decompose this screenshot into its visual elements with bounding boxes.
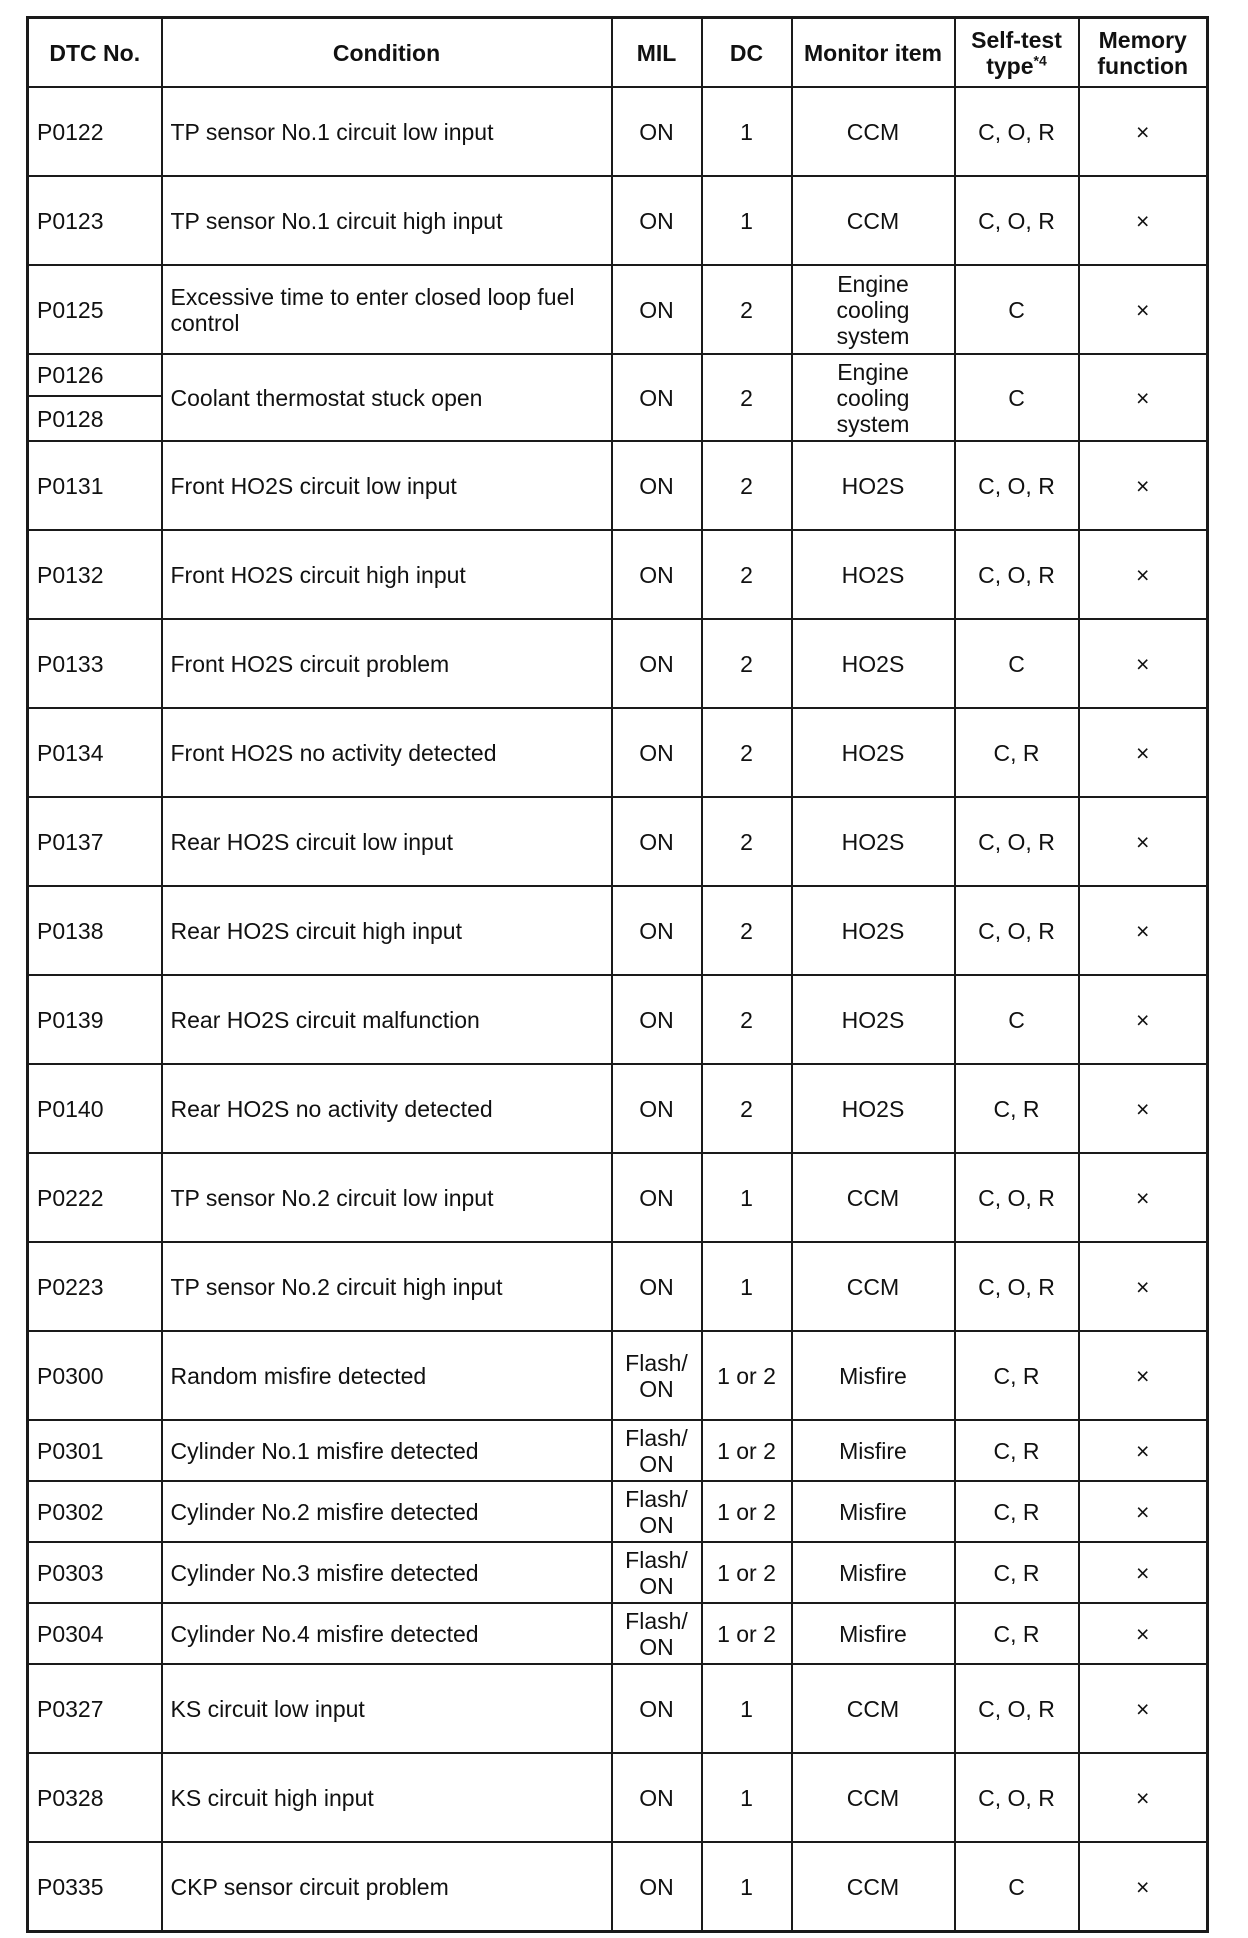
condition-cell: Excessive time to enter closed loop fuel control (162, 265, 612, 354)
mil-cell (612, 1420, 702, 1481)
monitor-item-cell (792, 354, 955, 441)
mil-cell (612, 1242, 702, 1331)
condition-cell: KS circuit low input (162, 1664, 612, 1753)
dc-cell: 1 (702, 1242, 792, 1331)
mil-line: ON (639, 561, 674, 588)
condition-cell: TP sensor No.1 circuit high input (162, 176, 612, 265)
header-mil: MIL (612, 18, 702, 88)
self-test-type-cell: C, O, R (955, 886, 1079, 975)
mil-cell (612, 1481, 702, 1542)
memory-function-mark: × (1079, 797, 1208, 886)
monitor-item-line: CCM (846, 118, 900, 145)
monitor-item-line: cooling (836, 384, 910, 411)
monitor-item-cell (792, 1420, 955, 1481)
mil-line: ON (639, 1273, 674, 1300)
self-test-type-cell: C (955, 975, 1079, 1064)
mil-cell (612, 1153, 702, 1242)
dtc-code-cell: P0125 (28, 265, 162, 354)
monitor-item-line: system (836, 410, 910, 437)
dtc-code-cell: P0139 (28, 975, 162, 1064)
monitor-item-line: CCM (846, 1273, 900, 1300)
self-test-type-cell: C, R (955, 1331, 1079, 1420)
mil-cell (612, 1753, 702, 1842)
monitor-item-cell (792, 797, 955, 886)
monitor-item-line: HO2S (841, 650, 905, 677)
self-test-type-cell: C, O, R (955, 1753, 1079, 1842)
mil-line: ON (639, 384, 674, 411)
dc-cell: 1 (702, 1753, 792, 1842)
dtc-code-cell: P0223 (28, 1242, 162, 1331)
monitor-item-cell (792, 1664, 955, 1753)
mil-cell (612, 1542, 702, 1603)
dtc-code-cell: P0335 (28, 1842, 162, 1932)
monitor-item-line: HO2S (841, 1006, 905, 1033)
self-test-type-cell: C, O, R (955, 441, 1079, 530)
self-test-type-cell: C, O, R (955, 1242, 1079, 1331)
table-row (28, 797, 1208, 886)
memory-function-mark: × (1079, 87, 1208, 176)
mil-cell (612, 1603, 702, 1664)
table-row (28, 354, 1208, 396)
dtc-code-cell: P0132 (28, 530, 162, 619)
condition-cell: Rear HO2S circuit malfunction (162, 975, 612, 1064)
dc-cell: 2 (702, 975, 792, 1064)
self-test-type-cell: C, O, R (955, 1153, 1079, 1242)
header-row (28, 18, 1208, 88)
memory-function-mark: × (1079, 975, 1208, 1064)
table-row (28, 1331, 1208, 1420)
table-row (28, 1753, 1208, 1842)
monitor-item-line: Misfire (839, 1559, 907, 1586)
condition-cell: Front HO2S circuit high input (162, 530, 612, 619)
mil-cell (612, 1664, 702, 1753)
monitor-item-cell (792, 441, 955, 530)
table-row (28, 1603, 1208, 1664)
mil-line: ON (639, 1095, 674, 1122)
monitor-item-line: HO2S (841, 1095, 905, 1122)
monitor-item-cell (792, 1331, 955, 1420)
memory-function-mark: × (1079, 1331, 1208, 1420)
monitor-item-line: system (836, 322, 910, 349)
self-test-type-cell: C (955, 265, 1079, 354)
header-dc: DC (702, 18, 792, 88)
monitor-item-line: CCM (846, 1695, 900, 1722)
table-row (28, 708, 1208, 797)
condition-cell: Coolant thermostat stuck open (162, 354, 612, 441)
dtc-code-cell: P0222 (28, 1153, 162, 1242)
monitor-item-cell (792, 1153, 955, 1242)
footnote-marker: *4 (1033, 51, 1047, 68)
table-row (28, 1064, 1208, 1153)
dc-cell: 2 (702, 530, 792, 619)
monitor-item-line: HO2S (841, 917, 905, 944)
memory-function-mark: × (1079, 886, 1208, 975)
mil-cell (612, 265, 702, 354)
monitor-item-line: CCM (846, 1784, 900, 1811)
mil-line: Flash/ (625, 1424, 688, 1451)
table-row (28, 1842, 1208, 1932)
memory-function-mark: × (1079, 619, 1208, 708)
monitor-item-cell (792, 176, 955, 265)
mil-line: ON (639, 1572, 674, 1599)
mil-line: ON (639, 650, 674, 677)
memory-function-mark: × (1079, 530, 1208, 619)
monitor-item-cell (792, 1242, 955, 1331)
dtc-code-cell: P0123 (28, 176, 162, 265)
dtc-table-sheet (26, 16, 1206, 1933)
dtc-table (26, 16, 1209, 1933)
monitor-item-line: CCM (846, 1184, 900, 1211)
dtc-code-cell: P0303 (28, 1542, 162, 1603)
monitor-item-line: HO2S (841, 739, 905, 766)
mil-line: ON (639, 207, 674, 234)
dc-cell: 1 (702, 1664, 792, 1753)
monitor-item-line: Misfire (839, 1620, 907, 1647)
mil-line: ON (639, 739, 674, 766)
dtc-code-cell: P0328 (28, 1753, 162, 1842)
monitor-item-line: HO2S (841, 472, 905, 499)
dtc-code-cell: P0304 (28, 1603, 162, 1664)
mil-line: ON (639, 1450, 674, 1477)
condition-cell: CKP sensor circuit problem (162, 1842, 612, 1932)
mil-line: Flash/ (625, 1607, 688, 1634)
monitor-item-cell (792, 1481, 955, 1542)
dtc-code-cell: P0128 (28, 396, 162, 441)
memory-function-mark: × (1079, 1242, 1208, 1331)
condition-cell: Front HO2S circuit low input (162, 441, 612, 530)
monitor-item-line: CCM (846, 1873, 900, 1900)
dc-cell: 2 (702, 619, 792, 708)
mil-cell (612, 797, 702, 886)
dtc-code-cell: P0302 (28, 1481, 162, 1542)
memory-function-mark: × (1079, 1664, 1208, 1753)
memory-function-mark: × (1079, 1064, 1208, 1153)
memory-function-mark: × (1079, 354, 1208, 441)
dc-cell: 2 (702, 354, 792, 441)
header-monitor-item: Monitor item (792, 18, 955, 88)
self-test-type-cell: C, R (955, 1420, 1079, 1481)
self-test-type-cell: C, R (955, 708, 1079, 797)
self-test-type-cell: C (955, 1842, 1079, 1932)
monitor-item-cell (792, 1603, 955, 1664)
mil-line: Flash/ (625, 1546, 688, 1573)
dc-cell: 1 or 2 (702, 1542, 792, 1603)
self-test-type-cell: C, O, R (955, 530, 1079, 619)
condition-cell: Cylinder No.3 misfire detected (162, 1542, 612, 1603)
memory-function-mark: × (1079, 1153, 1208, 1242)
memory-function-mark: × (1079, 1603, 1208, 1664)
monitor-item-cell (792, 975, 955, 1064)
monitor-item-cell (792, 1064, 955, 1153)
dtc-code-cell: P0134 (28, 708, 162, 797)
mil-cell (612, 530, 702, 619)
dc-cell: 2 (702, 441, 792, 530)
monitor-item-line: Engine (837, 358, 909, 385)
monitor-item-line: HO2S (841, 561, 905, 588)
condition-cell: TP sensor No.2 circuit low input (162, 1153, 612, 1242)
table-row (28, 265, 1208, 354)
mil-cell (612, 975, 702, 1064)
condition-cell: Rear HO2S no activity detected (162, 1064, 612, 1153)
condition-cell: Front HO2S no activity detected (162, 708, 612, 797)
table-row (28, 1481, 1208, 1542)
mil-line: Flash/ (625, 1349, 688, 1376)
memory-function-mark: × (1079, 441, 1208, 530)
header-dtc-no: DTC No. (28, 18, 162, 88)
table-row (28, 1153, 1208, 1242)
monitor-item-line: cooling (836, 296, 910, 323)
monitor-item-line: HO2S (841, 828, 905, 855)
table-row (28, 1542, 1208, 1603)
monitor-item-line: Engine (837, 270, 909, 297)
self-test-type-cell: C, O, R (955, 1664, 1079, 1753)
monitor-item-cell (792, 708, 955, 797)
mil-cell (612, 886, 702, 975)
mil-cell (612, 354, 702, 441)
condition-cell: Cylinder No.1 misfire detected (162, 1420, 612, 1481)
mil-line: ON (639, 1633, 674, 1660)
dc-cell: 2 (702, 708, 792, 797)
monitor-item-cell (792, 1753, 955, 1842)
self-test-type-cell: C, O, R (955, 176, 1079, 265)
condition-cell: Cylinder No.2 misfire detected (162, 1481, 612, 1542)
dc-cell: 1 (702, 87, 792, 176)
monitor-item-line: Misfire (839, 1498, 907, 1525)
dtc-code-cell: P0122 (28, 87, 162, 176)
mil-line: ON (639, 1375, 674, 1402)
header-self-test-type (955, 18, 1079, 88)
monitor-item-cell (792, 886, 955, 975)
mil-cell (612, 87, 702, 176)
memory-function-mark: × (1079, 1481, 1208, 1542)
mil-cell (612, 441, 702, 530)
dc-cell: 1 (702, 176, 792, 265)
memory-function-mark: × (1079, 265, 1208, 354)
dc-cell: 2 (702, 886, 792, 975)
memory-function-mark: × (1079, 176, 1208, 265)
monitor-item-line: Misfire (839, 1437, 907, 1464)
table-row (28, 975, 1208, 1064)
condition-cell: Rear HO2S circuit low input (162, 797, 612, 886)
dtc-code-cell: P0300 (28, 1331, 162, 1420)
dtc-code-cell: P0138 (28, 886, 162, 975)
header-condition: Condition (162, 18, 612, 88)
condition-cell: Front HO2S circuit problem (162, 619, 612, 708)
mil-cell (612, 1331, 702, 1420)
monitor-item-cell (792, 265, 955, 354)
memory-function-mark: × (1079, 1542, 1208, 1603)
monitor-item-cell (792, 1542, 955, 1603)
header-self-test-label: Self-test type (971, 26, 1062, 79)
table-row (28, 619, 1208, 708)
condition-cell: Random misfire detected (162, 1331, 612, 1420)
monitor-item-cell (792, 530, 955, 619)
monitor-item-cell (792, 619, 955, 708)
mil-cell (612, 708, 702, 797)
dtc-code-cell: P0126 (28, 354, 162, 396)
dtc-table-body (28, 87, 1208, 1932)
table-row (28, 176, 1208, 265)
dc-cell: 2 (702, 797, 792, 886)
dc-cell: 1 or 2 (702, 1603, 792, 1664)
condition-cell: Cylinder No.4 misfire detected (162, 1603, 612, 1664)
mil-line: ON (639, 1873, 674, 1900)
self-test-type-cell: C, R (955, 1542, 1079, 1603)
mil-cell (612, 619, 702, 708)
dc-cell: 1 (702, 1153, 792, 1242)
condition-cell: KS circuit high input (162, 1753, 612, 1842)
dtc-code-cell: P0301 (28, 1420, 162, 1481)
mil-cell (612, 176, 702, 265)
table-row (28, 530, 1208, 619)
memory-function-mark: × (1079, 1420, 1208, 1481)
condition-cell: TP sensor No.2 circuit high input (162, 1242, 612, 1331)
table-row (28, 441, 1208, 530)
monitor-item-line: CCM (846, 207, 900, 234)
self-test-type-cell: C, R (955, 1481, 1079, 1542)
dtc-code-cell: P0327 (28, 1664, 162, 1753)
dtc-code-cell: P0131 (28, 441, 162, 530)
self-test-type-cell: C (955, 354, 1079, 441)
mil-line: ON (639, 296, 674, 323)
memory-function-mark: × (1079, 1842, 1208, 1932)
dtc-code-cell: P0133 (28, 619, 162, 708)
self-test-type-cell: C, O, R (955, 87, 1079, 176)
mil-cell (612, 1842, 702, 1932)
mil-cell (612, 1064, 702, 1153)
dtc-code-cell: P0140 (28, 1064, 162, 1153)
mil-line: ON (639, 1006, 674, 1033)
mil-line: ON (639, 472, 674, 499)
monitor-item-cell (792, 1842, 955, 1932)
table-row (28, 1664, 1208, 1753)
table-row (28, 886, 1208, 975)
mil-line: ON (639, 1784, 674, 1811)
mil-line: Flash/ (625, 1485, 688, 1512)
dc-cell: 1 (702, 1842, 792, 1932)
self-test-type-cell: C (955, 619, 1079, 708)
memory-function-mark: × (1079, 1753, 1208, 1842)
condition-cell: TP sensor No.1 circuit low input (162, 87, 612, 176)
header-memory-function: Memory function (1079, 18, 1208, 88)
monitor-item-cell (792, 87, 955, 176)
self-test-type-cell: C, R (955, 1603, 1079, 1664)
dc-cell: 1 or 2 (702, 1420, 792, 1481)
mil-line: ON (639, 917, 674, 944)
self-test-type-cell: C, O, R (955, 797, 1079, 886)
mil-line: ON (639, 118, 674, 145)
dc-cell: 2 (702, 1064, 792, 1153)
table-row (28, 87, 1208, 176)
mil-line: ON (639, 828, 674, 855)
table-row (28, 1420, 1208, 1481)
dtc-code-cell: P0137 (28, 797, 162, 886)
table-row (28, 1242, 1208, 1331)
memory-function-mark: × (1079, 708, 1208, 797)
monitor-item-line: Misfire (839, 1362, 907, 1389)
dc-cell: 1 or 2 (702, 1331, 792, 1420)
condition-cell: Rear HO2S circuit high input (162, 886, 612, 975)
dc-cell: 2 (702, 265, 792, 354)
mil-line: ON (639, 1695, 674, 1722)
self-test-type-cell: C, R (955, 1064, 1079, 1153)
mil-line: ON (639, 1184, 674, 1211)
mil-line: ON (639, 1511, 674, 1538)
dc-cell: 1 or 2 (702, 1481, 792, 1542)
